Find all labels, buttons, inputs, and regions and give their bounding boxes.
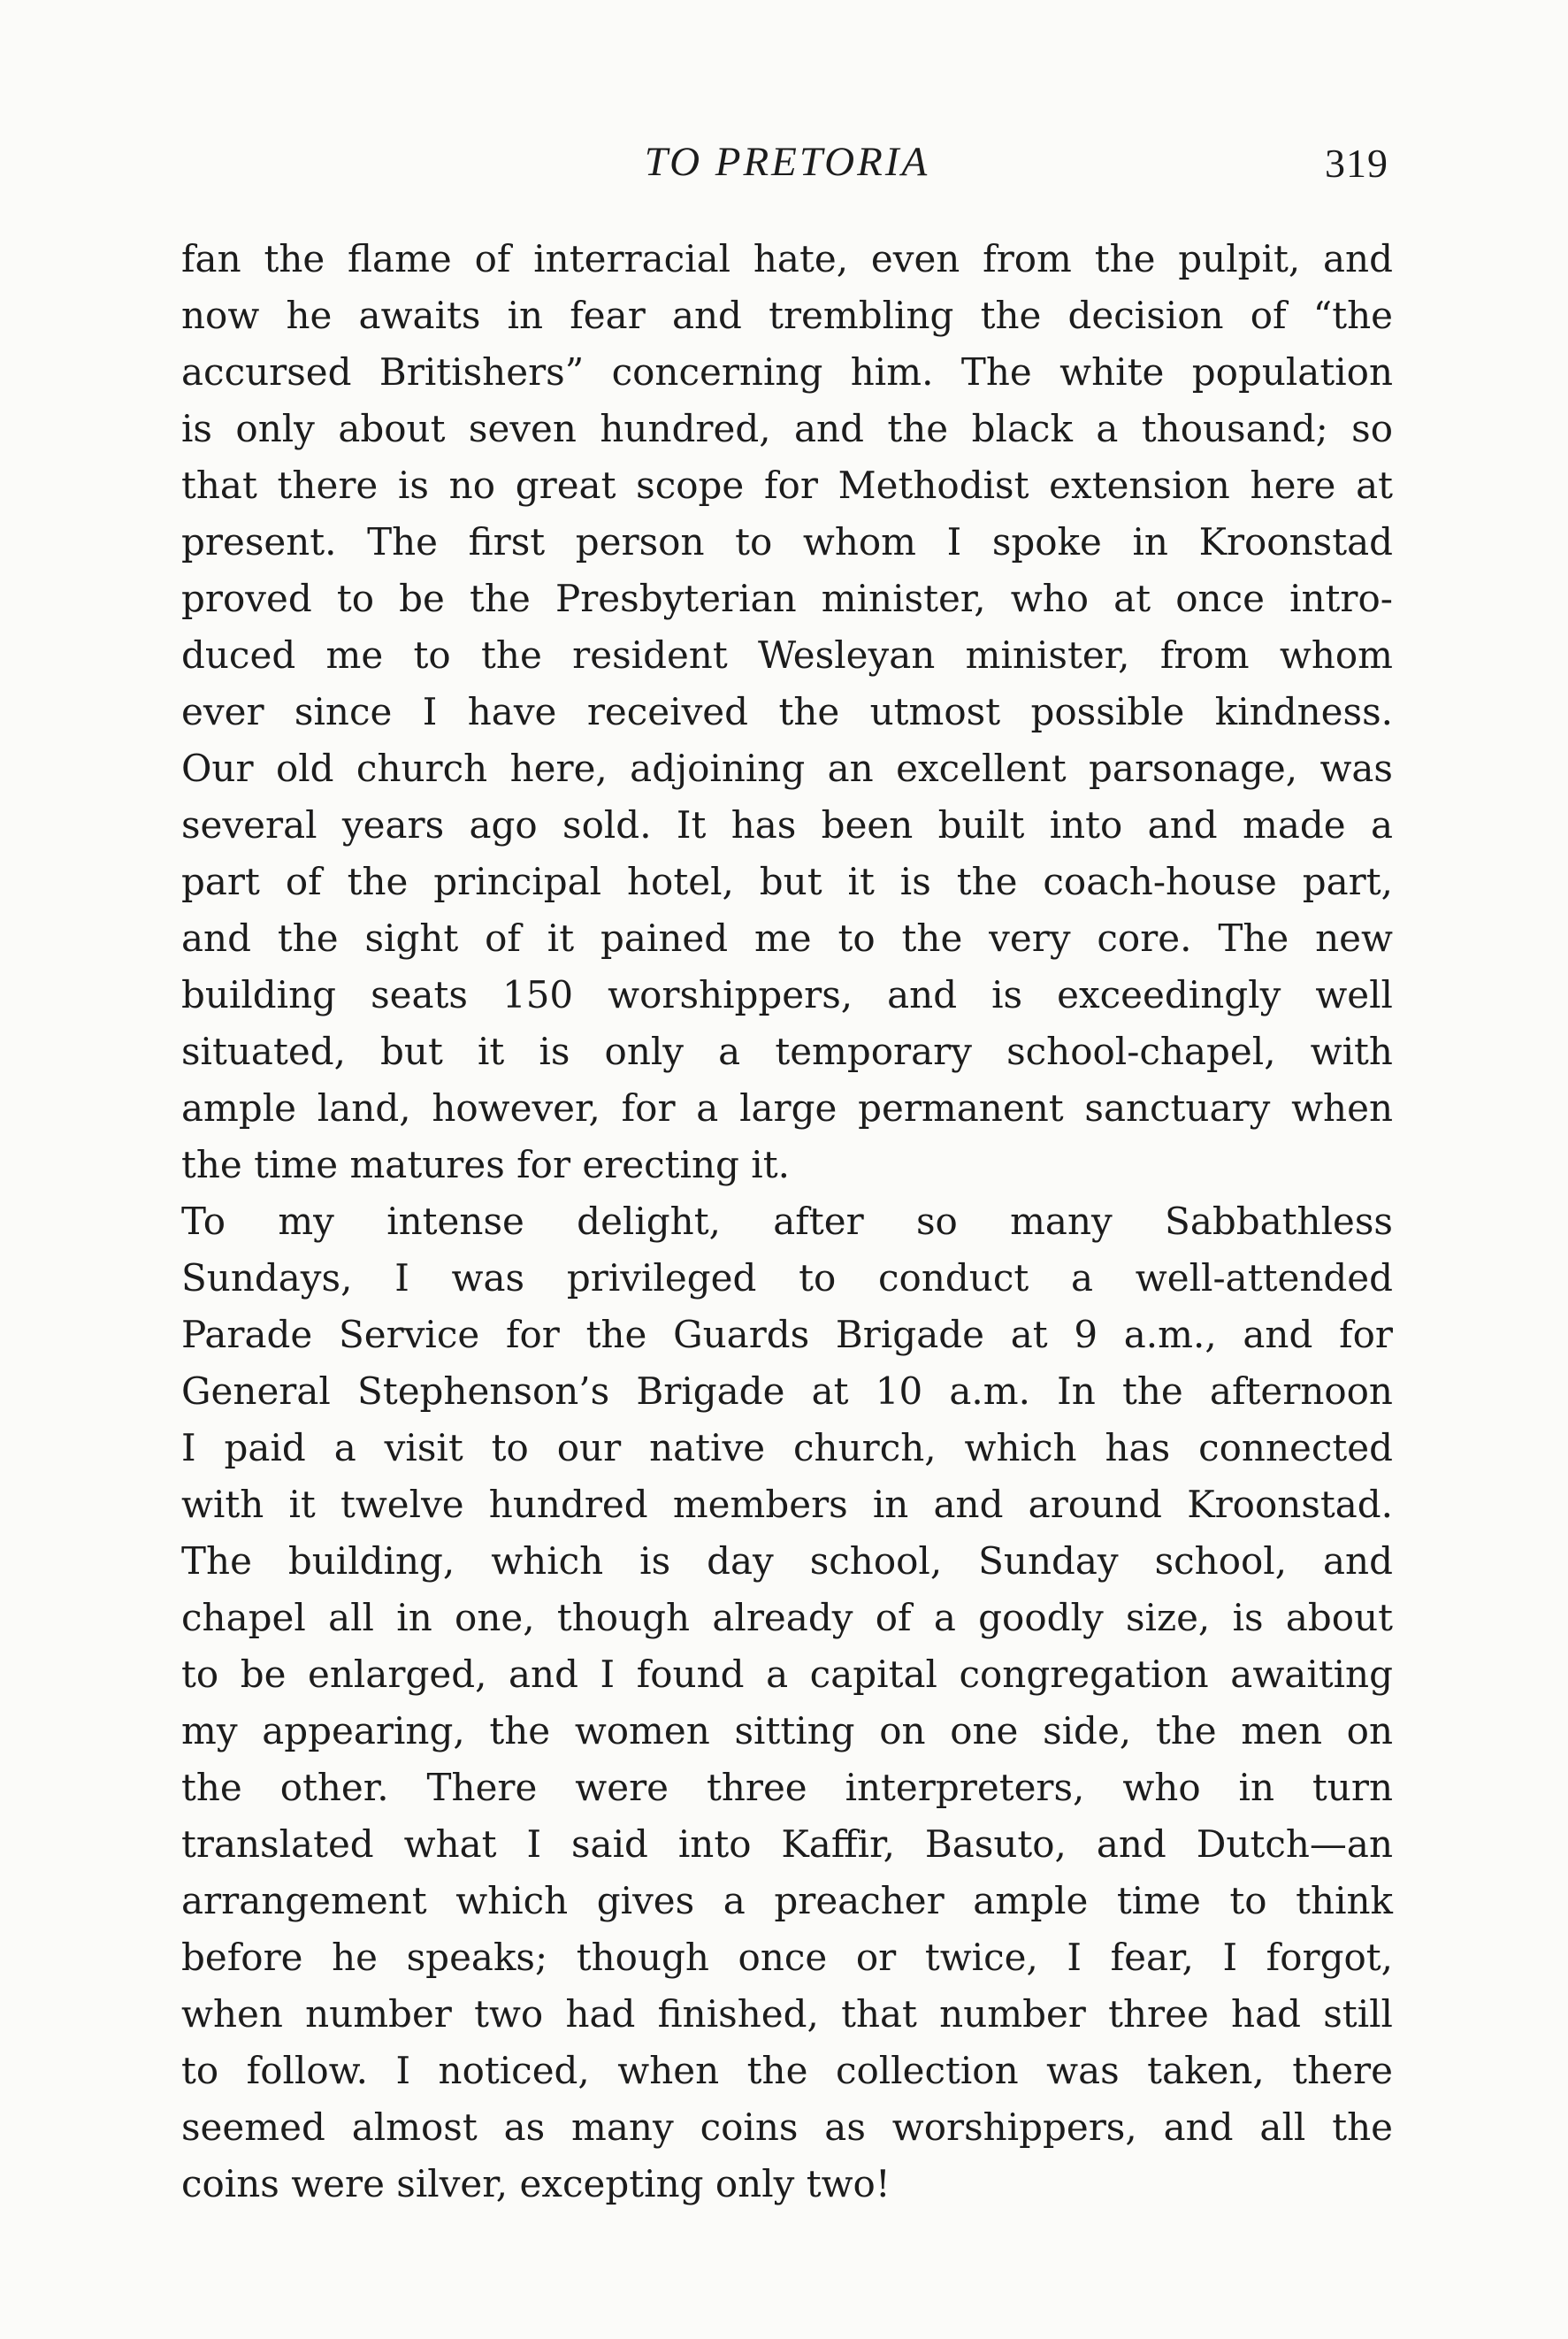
text-line: before he speaks; though once or twice, I fear, I forgot, — [181, 1936, 1393, 1979]
text-line: proved to be the Presbyterian minister, who at once intro- — [181, 577, 1393, 620]
text-line: fan the flame of interracial hate, even from the pulpit, and — [181, 237, 1393, 280]
text-line: seemed almost as many coins as worshippers, and all the — [181, 2105, 1393, 2149]
text-line: my appearing, the women sitting on one side, the men on — [181, 1709, 1393, 1752]
text-line: and the sight of it pained me to the very core. The new — [181, 916, 1393, 960]
text-line: General Stephenson’s Brigade at 10 a.m. In the afternoon — [181, 1369, 1393, 1413]
text-line: now he awaits in fear and trembling the decision of “the — [181, 294, 1393, 337]
text-line: ever since I have received the utmost possible kindness. — [181, 690, 1393, 733]
text-line: with it twelve hundred members in and around Kroonstad. — [181, 1483, 1393, 1526]
text-line: to be enlarged, and I found a capital congregation awaiting — [181, 1653, 1393, 1696]
text-line: to follow. I noticed, when the collection was taken, there — [181, 2049, 1393, 2092]
text-line: is only about seven hundred, and the black a thousand; so — [181, 407, 1393, 450]
text-line: the other. There were three interpreters, who in turn — [181, 1766, 1393, 1809]
text-line: duced me to the resident Wesleyan minister, from whom — [181, 633, 1393, 677]
text-line: accursed Britishers” concerning him. The white population — [181, 350, 1393, 394]
text-line: arrangement which gives a preacher ample time to think — [181, 1879, 1393, 1922]
text-line: Sundays, I was privileged to conduct a well-attended — [181, 1256, 1393, 1300]
text-line: Parade Service for the Guards Brigade at 9 a.m., and for — [181, 1313, 1393, 1356]
paragraph-end-line: coins were silver, excepting only two! — [181, 2162, 891, 2205]
paragraph-end-line: the time matures for erecting it. — [181, 1143, 790, 1186]
text-line: present. The first person to whom I spoke in Kroonstad — [181, 520, 1393, 564]
text-line: situated, but it is only a temporary school-chapel, with — [181, 1030, 1393, 1073]
text-line: chapel all in one, though already of a goodly size, is about — [181, 1596, 1393, 1639]
text-line: ample land, however, for a large permanent sanctuary when — [181, 1086, 1393, 1130]
text-line: Our old church here, adjoining an excellent parsonage, was — [181, 747, 1393, 790]
text-line: translated what I said into Kaffir, Basuto, and Dutch—an — [181, 1822, 1393, 1866]
text-line: The building, which is day school, Sunday school, and — [181, 1539, 1393, 1583]
text-line: that there is no great scope for Methodist extension here at — [181, 464, 1393, 507]
page-number: 319 — [1325, 141, 1388, 186]
body-text — [181, 231, 1393, 2212]
paragraph-start-line: To my intense delight, after so many Sabbathless — [181, 1200, 1393, 1243]
text-line: several years ago sold. It has been built into and made a — [181, 803, 1393, 847]
text-line: when number two had finished, that number three had still — [181, 1992, 1393, 2036]
running-head-title: TO PRETORIA — [644, 139, 930, 185]
text-line: I paid a visit to our native church, which has connected — [181, 1426, 1393, 1469]
text-line: part of the principal hotel, but it is the coach-house part, — [181, 860, 1393, 903]
running-head — [181, 131, 1393, 193]
text-line: building seats 150 worshippers, and is exceedingly well — [181, 973, 1393, 1016]
